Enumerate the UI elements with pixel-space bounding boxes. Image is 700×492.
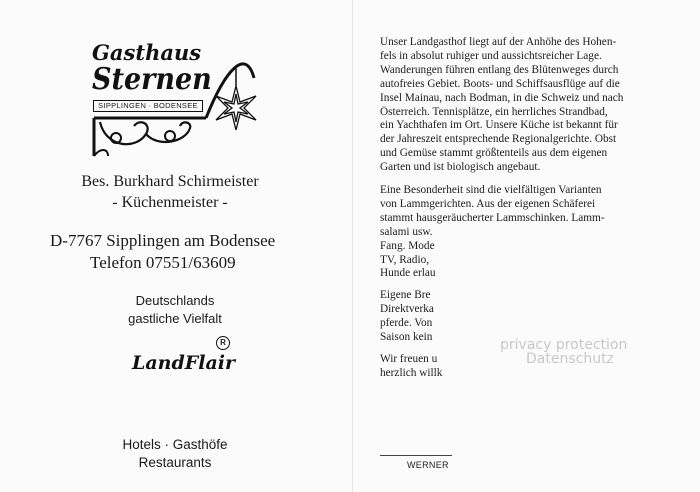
- description-paragraph-1: [380, 36, 666, 175]
- fold-line: [352, 0, 353, 492]
- text-line: der Jahreszeit entsprechende Regionalgerichte. Obst: [380, 133, 617, 146]
- text-line: Insel Mainau, nach Bodman, in die Schweiz und nach: [380, 91, 624, 104]
- watermark-line1: privacy protection: [500, 337, 628, 353]
- text-line: und Gemüse stammt größtenteils aus dem eigenen: [380, 147, 608, 160]
- address-block: [50, 230, 310, 274]
- text-line: salami usw.: [380, 225, 433, 238]
- tagline-line1: Deutschlands: [135, 293, 215, 308]
- owner-title: - Küchenmeister -: [112, 194, 228, 211]
- star-icon: [212, 84, 260, 132]
- text-line: Eine Besonderheit sind die vielfältigen Varianten: [380, 184, 602, 196]
- owner-block: [40, 171, 300, 213]
- text-line: Hunde erlau: [380, 267, 436, 280]
- categories-line2: Restaurants: [138, 455, 212, 470]
- gasthaus-logo: [86, 38, 266, 168]
- watermark-line2: Datenschutz: [526, 351, 614, 367]
- text-line: von Lammgerichten. Aus der eigenen Schäferei: [380, 197, 596, 210]
- phone-number: Telefon 07551/63609: [90, 253, 236, 272]
- logo-subline: SIPPLINGEN · BODENSEE: [93, 100, 203, 112]
- categories: [70, 436, 280, 472]
- categories-line1: Hotels · Gasthöfe: [122, 437, 228, 452]
- text-line: stammt hausgeräucherter Lammschinken. Lamm-: [380, 211, 605, 224]
- owner-name: Bes. Burkhard Schirmeister: [81, 173, 259, 190]
- text-line: herzlich willk: [380, 366, 443, 379]
- logo-title-line1: Gasthaus: [92, 40, 202, 65]
- text-line: Unser Landgasthof liegt auf der Anhöhe des Hohen-: [380, 36, 617, 48]
- text-line: fels in absolut ruhiger und aussichtsreicher Lage.: [380, 49, 602, 62]
- logo-title-line2: Sternen: [92, 62, 212, 97]
- text-line: autofreies Gebiet. Boots- und Schiffsausflüge auf die: [380, 77, 620, 90]
- text-line: Fang. Mode: [380, 239, 435, 252]
- text-line: pferde. Von: [380, 316, 433, 329]
- text-line: TV, Radio,: [380, 253, 430, 266]
- text-line: Saison kein: [380, 330, 433, 343]
- text-line: Wir freuen u: [380, 353, 438, 365]
- street-city: D-7767 Sipplingen am Bodensee: [50, 231, 276, 250]
- tagline-line2: gastliche Vielfalt: [128, 311, 222, 326]
- privacy-watermark: [500, 338, 627, 366]
- text-line: Garten und ist biologisch angebaut.: [380, 161, 541, 174]
- text-line: ein Yachthafen im Ort. Unsere Küche ist bekannt für: [380, 119, 618, 132]
- text-line: Wanderungen führen entlang des Blütenweges durch: [380, 63, 619, 76]
- text-line: Österreich. Tennisplätze, ein herrliches Strandbad,: [380, 105, 608, 118]
- text-line: Eigene Bre: [380, 289, 431, 301]
- signature-name: WERNER: [407, 460, 449, 470]
- landflair-logo: LandFlair: [132, 352, 236, 374]
- signature-line: [380, 455, 452, 456]
- registered-mark-icon: R: [216, 336, 230, 350]
- tagline: [70, 292, 280, 328]
- text-line: Direktverka: [380, 302, 434, 315]
